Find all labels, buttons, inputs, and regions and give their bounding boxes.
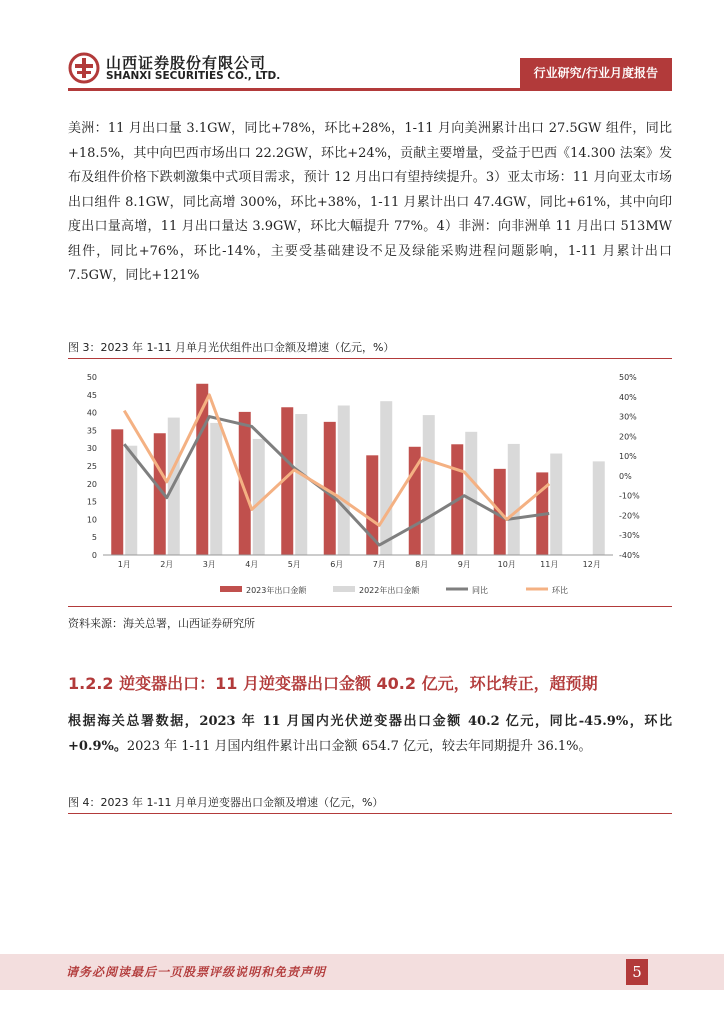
y-left-tick-label: 5 [91,533,97,543]
bar-2022 [593,461,605,555]
figure3-top-rule [68,358,672,359]
section-title: 1.2.2 逆变器出口：11 月逆变器出口金额 40.2 亿元，环比转正，超预期 [68,674,598,693]
x-tick-label: 12月 [582,560,601,569]
x-tick-label: 2月 [160,560,174,569]
y-right-tick-label: -20% [619,511,640,521]
legend-label: 环比 [552,586,568,595]
y-left-tick-label: 45 [86,390,97,400]
section-paragraph-normal: 2023 年 1-11 月国内组件累计出口金额 654.7 亿元，较去年同期提升 36.1%。 [126,738,592,754]
section-paragraph [68,710,672,759]
report-type-tag: 行业研究/行业月度报告 [520,58,672,88]
figure4-title: 图 4：2023 年 1-11 月单月逆变器出口金额及增速（亿元，%） [68,796,384,809]
y-right-tick-label: -40% [619,551,640,560]
x-tick-label: 9月 [457,560,471,569]
y-left-tick-label: 50 [86,373,97,382]
bar-2022 [380,401,392,555]
x-tick-label: 3月 [202,560,216,569]
x-tick-label: 5月 [287,560,301,569]
bar-2022 [210,423,222,555]
y-left-tick-label: 25 [86,462,97,471]
legend-label: 2022年出口金额 [359,586,420,595]
y-left-tick-label: 20 [86,479,97,489]
x-tick-label: 11月 [540,560,559,569]
y-right-tick-label: 40% [619,392,637,402]
header-divider [68,88,672,91]
page-number: 5 [626,959,648,985]
legend-swatch [220,586,242,592]
bar-2022 [508,444,520,555]
legend-label: 2023年出口金额 [246,586,307,595]
bar-2022 [465,432,477,555]
bar-2023 [111,429,123,555]
figure3-title: 图 3：2023 年 1-11 月单月光伏组件出口金额及增速（亿元，%） [68,341,395,354]
y-left-tick-label: 10 [86,515,97,525]
bar-2022 [253,439,265,555]
figure3-source: 资料来源：海关总署，山西证券研究所 [68,617,255,630]
company-name-cn: 山西证券股份有限公司 [106,54,267,72]
bar-2022 [423,415,435,555]
y-right-tick-label: 50% [619,373,637,382]
company-name-en: SHANXI SECURITIES CO., LTD. [106,70,281,82]
page-header [0,0,724,92]
x-tick-label: 4月 [245,560,259,569]
body-paragraph: 美洲：11 月出口量 3.1GW，同比+78%，环比+28%，1-11 月向美洲累计出口 27.5GW 组件，同比+18.5%，其中向巴西市场出口 22.2GW，环比+24%，贡献主要增量，受益于巴西《14.300 法案》发布及组件价格下跌刺激集中式项目需求，预计 12 月出口有望持续提升。3）亚太市场：11 月向亚太市场出口组件 8.1GW，同比高增 300%，环比+38%，1-11 月累计出口 47.4GW，同比+61%，其中向印度出口量高增，11 月出口量达 3.9GW，环比大幅提升 77%。4）非洲：向非洲单 11 月出口 513MW 组件，同比+76%，环比-14%，主要受基础建设不足及绿能采购进程问题影响，1-11 月累计出口 7.5GW，同比+121% [68,121,672,283]
bar-2022 [295,414,307,555]
y-left-tick-label: 0 [91,551,97,560]
figure3-bottom-rule [68,606,672,607]
y-left-tick-label: 15 [86,497,97,507]
y-right-tick-label: -10% [619,491,640,501]
disclaimer-text: 请务必阅读最后一页股票评级说明和免责声明 [66,965,327,979]
bar-2022 [338,405,350,555]
legend-swatch [333,586,355,592]
bar-2022 [125,446,137,555]
export-chart [60,366,664,606]
y-right-tick-label: -30% [619,531,640,541]
figure4-top-rule [68,813,672,814]
y-right-tick-label: 30% [619,412,637,422]
company-logo-icon [68,52,100,84]
x-tick-label: 6月 [330,560,344,569]
section-paragraph-bold: 根据海关总署数据，2023 年 11 月国内光伏逆变器出口金额 40.2 亿元，同比-45.9%，环比+0.9%。 [68,714,672,754]
x-tick-label: 10月 [497,560,516,569]
bar-2022 [550,454,562,555]
y-left-tick-label: 30 [86,444,97,454]
y-right-tick-label: 10% [619,452,637,462]
x-tick-label: 8月 [415,560,429,569]
y-right-tick-label: 0% [619,471,632,481]
y-left-tick-label: 35 [86,426,97,436]
y-right-tick-label: 20% [619,432,637,442]
legend-label: 同比 [472,586,488,595]
y-left-tick-label: 40 [86,408,97,418]
page-footer [0,954,724,990]
x-tick-label: 1月 [117,560,131,569]
x-tick-label: 7月 [372,560,386,569]
